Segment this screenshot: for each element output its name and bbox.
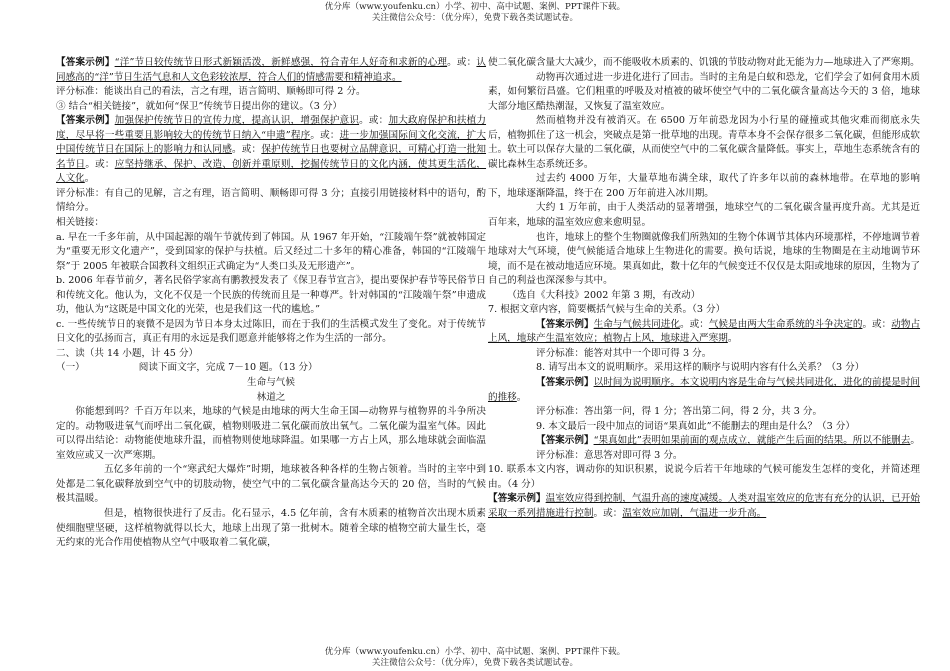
article-paragraph: 也许，地球上的整个生物圈就像我们所熟知的生物个体调节其体内环境那样，不停地调节着地球对大气环境，使气候能适合地球上生物进化的需要。换句话说，地球的生物圈是在主动地调节环境，而不是在被动地适应环境。果真如此，数十亿年的气候变迁不仅仅是太阳或地球的原因，生物为了自己的利益也深深参与其中。 [488,231,920,287]
article-paragraph: 五亿多年前的一个“寒武纪大爆炸”时期，地球被各种各样的生物占领着。当时的主宰中到处都是二氧化碳释放到空气中的切肢动物，使空气中的二氧化碳含量高达今天的 20 倍，当时的气候极其温暖。 [56,464,486,505]
header-line-2: 关注微信公众号：（优分库），免费下载各类试题试卷。 [371,13,579,23]
answer-example-q9: 【答案示例】“果真如此”表明如果前面的观点成立，就能产生后面的结果。所以不能删去。 [536,435,920,447]
answer-tag: 【答案示例】 [56,57,115,68]
scoring-criteria: 评分标准：能谈出自己的看法，言之有理，语言简明、顺畅即可得 2 分。 [56,86,366,98]
answer-example-q7: 【答案示例】生命与气候共同进化。或：气候是由两大生命系统的斗争决定的。或：动物占上风，地球产生温室效应；植物占上风，地球进入严寒期。 [488,318,921,345]
footer-line-1: 优分库（www.youfenku.cn）小学、初中、高中试题、案例、PPT课件下载。 [324,647,626,657]
article-paragraph: 但是，植物很快进行了反击。化石显示，4.5 亿年前，含有木质素的植物首次出现木质素使细胞壁坚硬，这样植物就得以长大，地球上出现了第一批树木。随着全球的植物空前大量生长，毫无约束的光合作用使植物从空气中吸取着二氧化碳， [56,507,486,549]
question-9: 9. 本文最后一段中加点的词语“果真如此”不能删去的理由是什么？（3 分） [536,420,855,432]
page-footer [0,647,950,669]
scoring-criteria: 评分标准：有自己的见解，言之有理，语言简明、顺畅即可得 3 分；直接引用链接材料中的语句，酌情给分。 [56,187,486,214]
right-column [488,56,920,522]
header-line-1: 优分库（www.youfenku.cn）小学、初中、高中试题、案例、PPT课件下载。 [324,2,626,12]
footer-line-2: 关注微信公众号：（优分库），免费下载各类试题试卷。 [371,658,579,668]
answer-example-1: 【答案示例】“洋”节日较传统节日形式新颖活泼，新鲜感强，符合青年人好奇和求新的心理。或：认同感高的“洋”节日生活气息和人文色彩较浓厚，符合人们的情感需要和精神追求。 [56,57,487,83]
scoring-criteria: 评分标准：答出第一问，得 1 分；答出第二问，得 2 分，共 3 分。 [536,406,823,418]
answer-example-2: 【答案示例】加强保护传统节日的宣传力度，提高认识，增强保护意识。或：加大政府保护和扶植力度，尽早将一些重要且影响较大的传统节日纳入“申遗”程序。或：进一步加强国际间文化交流，扩大中国传统节日在国际上的影响力和认同感。或：保护传统节日也要树立品牌意识，可精心打造一批知名节日。或：应坚持继承、保护、改造、创新并重原则，挖掘传统节日的文化内涵，使其更生活化，人文化。 [56,115,487,185]
article-source: （选自《大科技》2002 年第 3 期，有改动） [507,289,701,301]
article-paragraph: 大约 1 万年前，由于人类活动的显著增强，地球空气的二氧化碳含量再度升高。尤其是近百年来，地球的温室效应愈来愈明显。 [488,202,920,229]
article-paragraph: 使二氧化碳含量大大减少，而不能吸收木质素的、饥饿的节肢动物对此无能为力—地球进入了严寒期。 [488,57,920,68]
article-paragraph: 动物再次通过进一步进化进行了回击。当时的主角是白蚁和恐龙，它们学会了如何食用木质素，如何繁衍昌盛。它们粗重的呼吸及对植被的破坏使空气中的二氧化碳含量高达今天的 3 倍，地球大部分地区酷热潮湿，又恢复了温室效应。 [488,71,920,112]
article-paragraph: 然而植物并没有被消灭。在 6500 万年前恐龙因为小行星的碰撞或其他灾难而彻底永失后，植物抓住了这一机会，突破点是第一批草地的出现。青草本身不会保存很多二氧化碳，但能形成软土。软土可以保存大量的二氧化碳，从而使空气中的二氧化碳含量降低。事实上，草地生态系统含有的碳比森林生态系统还多。 [488,115,920,170]
article-author: 林道之 [256,391,286,403]
left-column [56,56,486,551]
section-heading: 二、读（共 14 小题，计 45 分） [56,347,199,359]
scoring-criteria: 评分标准：意思答对即可得 3 分。 [536,449,683,461]
article-title: 生命与气候 [247,377,295,389]
question-3: ③ 结合“相关链接”，就如何“保卫”传统节日提出你的建议。（3 分） [56,100,343,112]
answer-text: 认同感高的“洋”节日生活气息和人文色彩较浓厚，符合人们的情感需要和精神追求。 [56,57,487,83]
answer-tag: 【答案示例】 [56,115,115,127]
question-10: 10. 联系本文内容，调动你的知识积累，说说今后若干年地球的气候可能发生怎样的变化，并简述理由。（4 分） [488,464,920,490]
article-paragraph: 你能想到吗？千百万年以来，地球的气候是由地球的两大生命王国—动物界与植物界的斗争所决定的。动物吸进氧气而呼出二氧化碳，植物则吸进二氧化碳而放出氧气。二氧化碳为温室气体。因此可以得出结论：动物能使地球升温，而植物则使地球降温。如果哪一方占上风，那么地球就会面临温室效应或又一次严寒期。 [56,406,486,461]
question-7: 7. 根据文章内容，简要概括气候与生命的关系。（3 分） [488,304,726,316]
link-a: a. 早在一千多年前，从中国起源的端午节就传到了韩国。从 1967 年开始，“江陵端午祭”就被韩国定为“重要无形文化遗产”，受到国家的保护与扶植。后又经过二十多年的精心准备，韩国的“江陵端午祭”于 2005 年被联合国教科文组织正式确定为“人类口头及无形遗产”。 [56,231,486,272]
subsection-heading: （一） 阅读下面文字，完成 7－10 题。（13 分） [56,362,318,374]
article-paragraph: 过去约 4000 万年，大量草地布满全球，取代了许多年以前的森林地带。在草地的影响下，地球逐渐降温，终于在 200 万年前进入冰川期。 [488,173,920,199]
page-header [0,2,950,24]
answer-text: “洋”节日较传统节日形式新颖活泼，新鲜感强，符合青年人好奇和求新的心理 [114,57,448,68]
link-c: c. 一些传统节日的衰微不是因为节日本身太过陈旧，而在于我们的生活模式发生了变化。对于传统节日文化的弘扬而言，真正有用的永远是我们愿意并能够将之作为生活的一部分。 [56,318,486,345]
link-b: b. 2006 年春节前夕，著名民俗学家高有鹏教授发表了《保卫春节宣言》，提出要保护春节等民俗节日和传统文化。他认为，文化不仅是一个民族的传统而且是一种尊严。针对韩国的“江陵端午祭”申遗成功，他认为“这既是中国文化的光荣，也是我们这一代的尴尬。” [56,275,486,316]
answer-example-q8: 【答案示例】以时间为说明顺序。本文说明内容是生命与气候共同进化，进化的前提是时间的推移。 [488,377,921,403]
scoring-criteria: 评分标准：能答对其中一个即可得 3 分。 [536,347,712,359]
question-8: 8. 请写出本文的说明顺序。采用这样的顺序与说明内容有什么关系？（3 分） [536,362,865,374]
related-links-heading: 相关链接： [56,217,104,229]
answer-example-q10: 【答案示例】温室效应得到控制，气温升高的速度减缓。人类对温室效应的危害有充分的认识，已开始采取一系列措施进行控制。或：温室效应加剧，气温进一步升高。 [488,493,921,519]
